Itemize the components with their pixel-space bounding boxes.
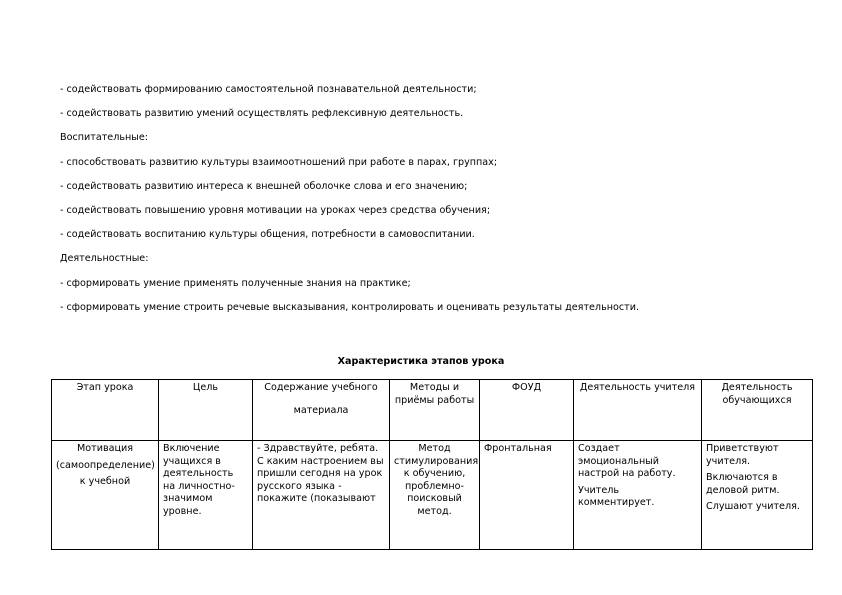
objective-line: - содействовать развитию умений осуществлять рефлексивную деятельность. bbox=[60, 108, 464, 120]
cell-stage bbox=[52, 441, 159, 550]
cell-teacher bbox=[574, 441, 702, 550]
header-goal: Цель bbox=[159, 380, 253, 441]
cell-students bbox=[702, 441, 813, 550]
student-activity-2: Включаются в деловой ритм. bbox=[706, 472, 780, 496]
objective-line: - содействовать формированию самостоятельной познавательной деятельности; bbox=[60, 84, 477, 95]
cell-goal: Включение учащихся в деятельность на личностно-значимом уровне. bbox=[159, 441, 253, 550]
objective-line: - содействовать воспитанию культуры общения, потребности в самовоспитании. bbox=[60, 229, 475, 241]
cell-content: - Здравствуйте, ребята. С каким настроением вы пришли сегодня на урок русского языка - покажите (показывают bbox=[253, 441, 390, 550]
objective-line: - содействовать повышению уровня мотивации на уроках через средства обучения; bbox=[60, 204, 491, 216]
header-stage: Этап урока bbox=[52, 380, 159, 441]
header-content-line2: материала bbox=[293, 404, 349, 416]
table-header-row bbox=[52, 380, 813, 441]
objective-line: - сформировать умение строить речевые высказывания, контролировать и оценивать результаты деятельности. bbox=[60, 301, 640, 313]
student-activity-3: Слушают учителя. bbox=[706, 501, 800, 513]
objective-line: - содействовать развитию интереса к внешней оболочке слова и его значению; bbox=[60, 180, 468, 192]
stage-sub: (самоопределение) bbox=[56, 459, 155, 471]
header-content bbox=[253, 380, 390, 441]
student-activity-1: Приветствуют учителя. bbox=[706, 443, 779, 467]
header-methods: Методы и приёмы работы bbox=[390, 380, 480, 441]
header-content-line1: Содержание учебного bbox=[264, 382, 378, 393]
objective-line: - сформировать умение применять полученные знания на практике; bbox=[60, 277, 411, 289]
stage-name: Мотивация bbox=[76, 443, 134, 454]
section-heading-activity: Деятельностные: bbox=[60, 253, 149, 265]
teacher-activity-2: Учитель комментирует. bbox=[578, 484, 655, 509]
lesson-stages-table bbox=[51, 379, 813, 550]
teacher-activity-1: Создает эмоциональный настрой на работу. bbox=[578, 443, 676, 480]
header-students: Деятельность обучающихся bbox=[702, 380, 813, 441]
table-row bbox=[52, 441, 813, 550]
cell-methods: Метод стимулирования к обучению, проблемно-поисковый метод. bbox=[390, 441, 480, 550]
header-teacher: Деятельность учителя bbox=[574, 380, 702, 441]
cell-foud: Фронтальная bbox=[480, 441, 574, 550]
section-heading-educational: Воспитательные: bbox=[60, 132, 148, 144]
stage-sub2: к учебной bbox=[79, 476, 131, 488]
objectives-list bbox=[60, 84, 820, 326]
header-foud: ФОУД bbox=[480, 380, 574, 441]
table-title: Характеристика этапов урока bbox=[337, 356, 505, 367]
objective-line: - способствовать развитию культуры взаимоотношений при работе в парах, группах; bbox=[60, 156, 498, 168]
